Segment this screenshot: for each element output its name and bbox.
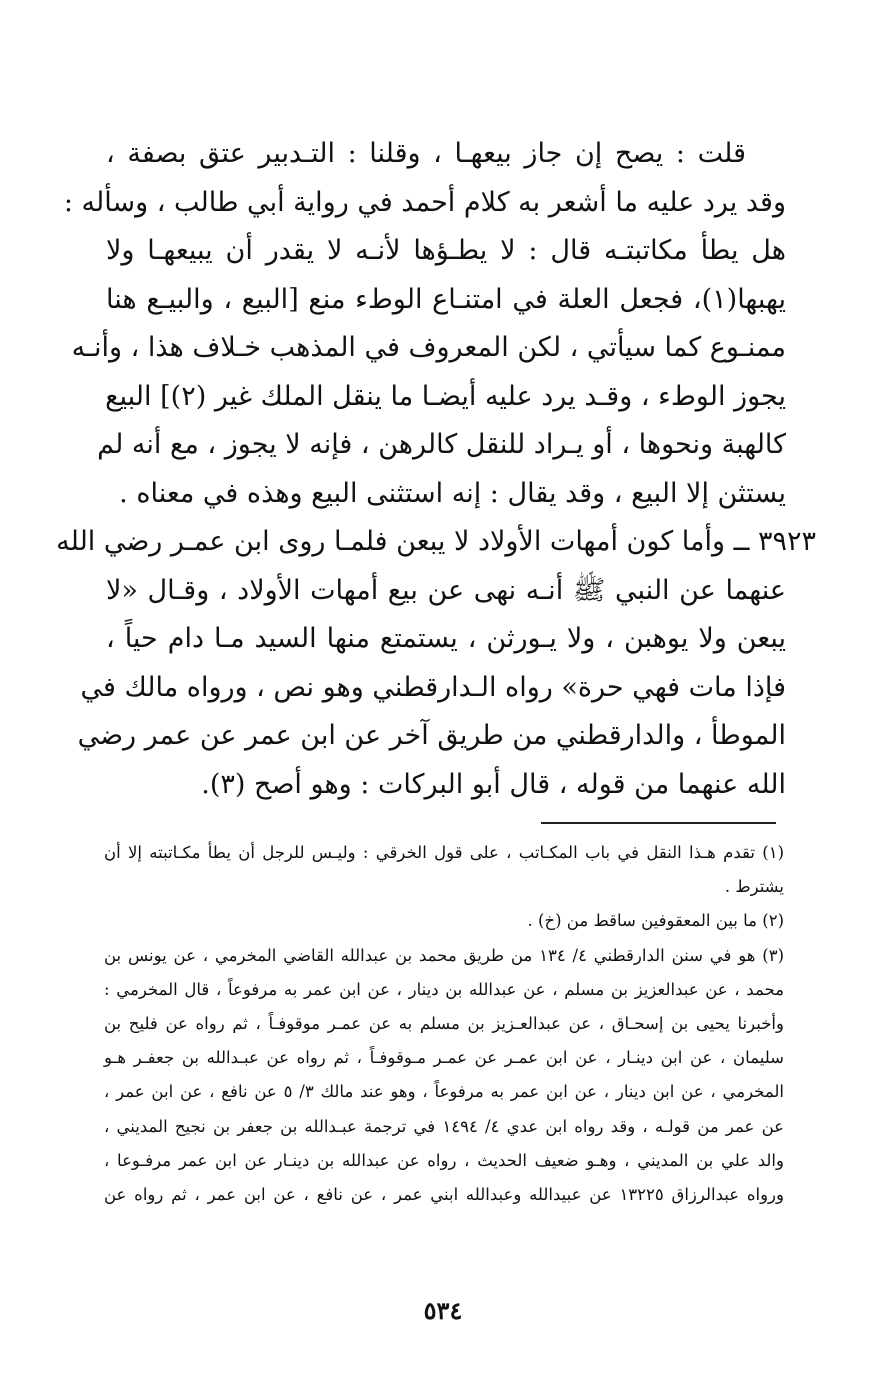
main-text-line: عنهما عن النبي ﷺ أنـه نهى عن بيع أمهات الأولاد ، وقـال «لا xyxy=(106,574,786,606)
main-text-line: يهبها(١)، فجعل العلة في امتنـاع الوطء منع [البيع ، والبيـع هنا xyxy=(106,283,786,315)
page-number: ٥٣٤ xyxy=(423,1296,463,1325)
main-text-line: يبعن ولا يوهبن ، ولا يـورثن ، يستمتع منها السيد مـا دام حياً ، xyxy=(106,623,786,654)
main-text-line: الله عنهما من قوله ، قال أبو البركات : وهو أصح (٣). xyxy=(201,768,786,800)
main-text-line: قلت : يصح إن جاز بيعهـا ، وقلنا : التـدبير عتق بصفة ، xyxy=(106,138,746,169)
footnote-line: ورواه عبدالرزاق ١٣٢٢٥ عن عبيدالله وعبدالله ابني عمر ، عن نافع ، عن ابن عمر ، ثم رواه عن xyxy=(104,1184,784,1204)
main-text-line: يجوز الوطء ، وقـد يرد عليه أيضـا ما ينقل الملك غير (٢)] البيع xyxy=(105,380,786,412)
main-text-line: فإذا مات فهي حرة» رواه الـدارقطني وهو نص ، ورواه مالك في xyxy=(80,671,786,703)
footnote-line: سليمان ، عن ابن دينـار ، عن ابن عمـر عن عمـر مـوقوفـاً ، ثم رواه عن عبـدالله بن جعفـر هـو xyxy=(104,1048,784,1068)
footnote-line: (١) تقدم هـذا النقل في باب المكـاتب ، على قول الخرقي : وليـس للرجل أن يطأ مكـاتبته إلا أن xyxy=(104,843,784,862)
footnote-line: يشترط . xyxy=(724,877,784,897)
footnote-line: محمد ، عن عبدالعزيز بن مسلم ، عن عبدالله بن دينار ، عن ابن عمر به مرفوعاً ، قال المخرمي : xyxy=(104,979,784,999)
main-text-line: هل يطأ مكاتبتـه قال : لا يطـؤها لأنـه لا يقدر أن يبيعهـا ولا xyxy=(106,235,786,266)
main-text-block xyxy=(56,130,816,809)
footnote-divider xyxy=(541,822,776,824)
main-text-line: وقد يرد عليه ما أشعر به كلام أحمد في رواية أبي طالب ، وسأله : xyxy=(63,186,786,218)
footnote-line: المخرمي ، عن ابن دينار ، عن ابن عمر به مرفوعاً ، وهو عند مالك ٣/ ٥ عن نافع ، عن ابن عمر ، xyxy=(104,1082,784,1102)
footnote-line: عن عمر من قولـه ، وقد رواه ابن عدي ٤/ ١٤٩٤ في ترجمة عبـدالله بن جعفر بن نجيح المديني ، xyxy=(104,1116,784,1136)
main-text-line: الموطأ ، والدارقطني من طريق آخر عن ابن عمر عن عمر رضي xyxy=(77,720,786,751)
numbered-paragraph-start: ٣٩٢٣ ــ وأما كون أمهات الأولاد لا يبعن فلمـا روى ابن عمـر رضي الله xyxy=(56,526,816,557)
footnote-line: وأخبرنا يحيى بن إسحـاق ، عن عبدالعـزيز بن مسلم به عن عمـر موقوفـاً ، ثم رواه عن فليح بن xyxy=(104,1013,784,1033)
footnote-line: (٢) ما بين المعقوفين ساقط من (خ) . xyxy=(527,911,784,931)
footnote-line: (٣) هو في سنن الدارقطني ٤/ ١٣٤ من طريق محمد بن عبدالله القاضي المخرمي ، عن يونس بن xyxy=(104,945,784,965)
main-text-line: ممنـوع كما سيأتي ، لكن المعروف في المذهب خـلاف هذا ، وأنـه xyxy=(71,332,786,363)
footnote-line: والد علي بن المديني ، وهـو ضعيف الحديث ، رواه عن عبدالله بن دينـار عن ابن عمر مرفـوعا ، xyxy=(104,1150,784,1170)
footnotes-block xyxy=(104,836,784,1212)
main-text-line: كالهبة ونحوها ، أو يـراد للنقل كالرهن ، فإنه لا يجوز ، مع أنه لم xyxy=(97,429,786,460)
main-text-line: يستثن إلا البيع ، وقد يقال : إنه استثنى البيع وهذه في معناه . xyxy=(119,477,786,509)
